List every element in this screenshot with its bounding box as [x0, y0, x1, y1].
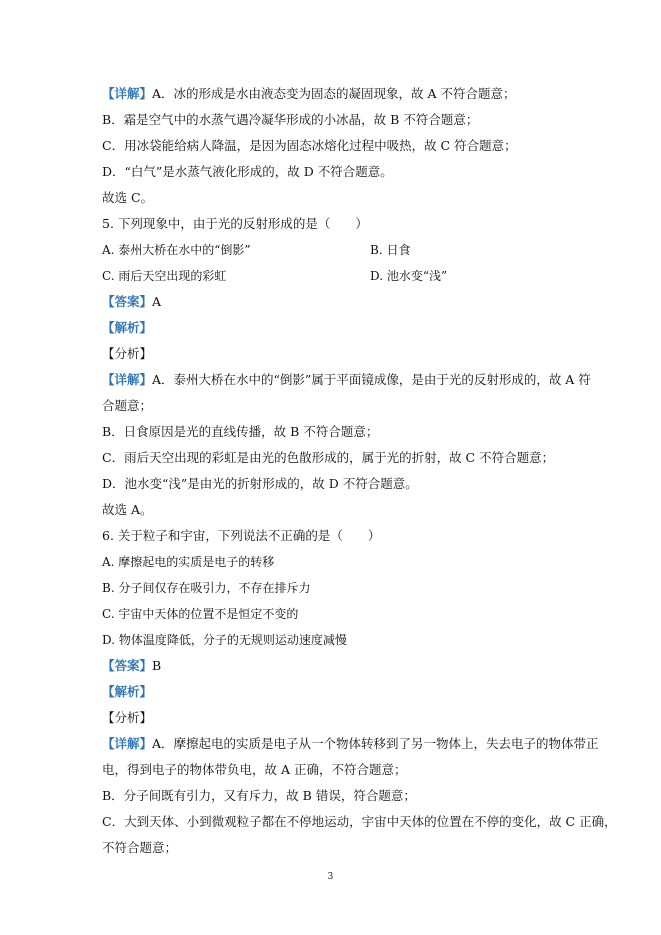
question-6-stem: 6. 关于粒子和宇宙，下列说法不正确的是（ ） [102, 528, 381, 543]
detail-line: B．霜是空气中的水蒸气遇冷凝华形成的小冰晶，故 B 不符合题意； [102, 112, 479, 127]
conclusion-line: 故选 C。 [102, 190, 154, 205]
q5-detail-line: C．雨后天空出现的彩虹是由光的色散形成的，属于光的折射，故 C 不符合题意； [102, 450, 555, 465]
page-number: 3 [327, 872, 334, 882]
detail-tag: 【详解】 [102, 736, 153, 751]
question-5-stem: 5. 下列现象中，由于光的反射形成的是（ ） [102, 216, 368, 231]
detail-text: A．泰州大桥在水中的“倒影”属于平面镜成像，是由于光的反射形成的，故 A 符 [152, 372, 591, 387]
detail-tag: 【详解】 [102, 86, 153, 101]
q5-fenxi-tag: 【分析】 [102, 346, 153, 361]
q5-detail-line: B．日食原因是光的直线传播，故 B 不符合题意； [102, 424, 379, 439]
q6-detail-line: 电，得到电子的物体带负电，故 A 正确，不符合题意； [102, 762, 407, 777]
q5-jiexi-tag: 【解析】 [102, 320, 153, 335]
q6-option-c: C. 宇宙中天体的位置不是恒定不变的 [102, 607, 299, 621]
detail-tag: 【详解】 [102, 372, 153, 387]
q5-answer-line [102, 294, 161, 310]
q6-option-a: A. 摩擦起电的实质是电子的转移 [102, 555, 275, 569]
q6-jiexi-tag: 【解析】 [102, 684, 153, 699]
q5-option-a: A. 泰州大桥在水中的“倒影” [102, 243, 251, 257]
q6-detail-line: 不符合题意； [102, 840, 178, 855]
q6-option-b: B. 分子间仅存在吸引力，不存在排斥力 [102, 581, 311, 595]
q6-detail-line: C．大到天体、小到微观粒子都在不停地运动，宇宙中天体的位置在不停的变化，故 C 正确， [102, 814, 617, 829]
q5-option-b: B. 日食 [370, 243, 411, 257]
q5-option-c: C. 雨后天空出现的彩虹 [102, 269, 227, 283]
detail-line [102, 86, 516, 102]
answer-value: A [152, 294, 162, 309]
detail-text: A．冰的形成是水由液态变为固态的凝固现象，故 A 不符合题意； [152, 86, 516, 101]
q5-detail-line: D．池水变“浅”是由光的折射形成的，故 D 不符合题意。 [102, 476, 418, 491]
detail-text: A．摩擦起电的实质是电子从一个物体转移到了另一物体上，失去电子的物体带正 [152, 736, 599, 751]
q6-answer-line [102, 658, 161, 674]
q6-fenxi-tag: 【分析】 [102, 710, 153, 725]
answer-tag: 【答案】 [102, 294, 153, 309]
q6-detail-line: B．分子间既有引力，又有斥力，故 B 错误，符合题意； [102, 788, 416, 803]
q5-conclusion-line: 故选 A。 [102, 502, 153, 517]
q6-detail-line [102, 736, 599, 752]
detail-line: C．用冰袋能给病人降温，是因为固态冰熔化过程中吸热，故 C 符合题意； [102, 138, 517, 153]
answer-tag: 【答案】 [102, 658, 153, 673]
q5-detail-line: 合题意； [102, 398, 153, 413]
q6-option-d: D. 物体温度降低，分子的无规则运动速度减慢 [102, 633, 347, 647]
detail-line: D．“白气”是水蒸气液化形成的，故 D 不符合题意。 [102, 164, 393, 179]
answer-value: B [152, 658, 162, 673]
q5-option-d: D. 池水变“浅” [370, 269, 448, 283]
q5-detail-line [102, 372, 591, 388]
